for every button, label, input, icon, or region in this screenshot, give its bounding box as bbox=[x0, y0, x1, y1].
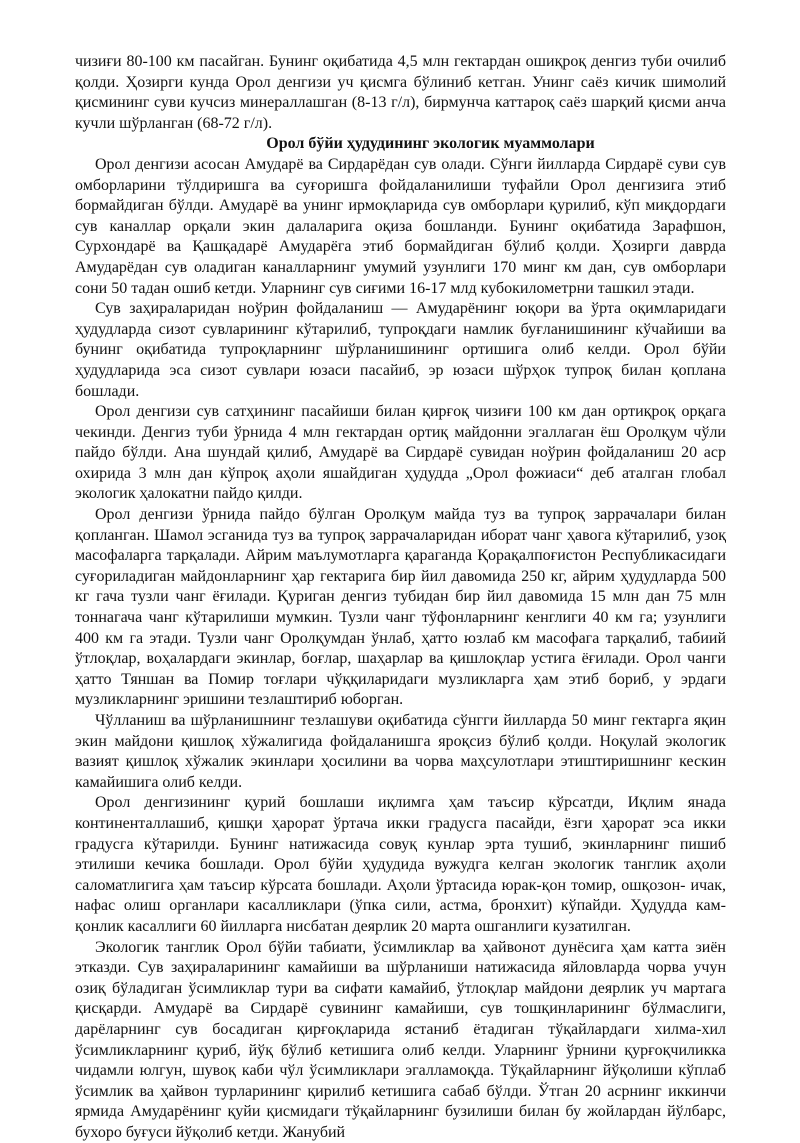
paragraph-desertification: Чўлланиш ва шўрланишнинг тезлашуви оқибатида сўнгги йилларда 50 минг гектарга яқин экин майдони қишлоқ хўжалигида фойдаланишга яроқсиз бўлиб қолди. Ноқулай экологик вазият қишлоқ хўжалик экинлари ҳосилини ва чорва маҳсулотлари этиштиришнинг кескин камайишига олиб келди. bbox=[75, 712, 726, 791]
intro-paragraph: чизиғи 80-100 км пасайган. Бунинг оқибатида 4,5 млн гектардан ошиқроқ денгиз туби очилиб қолди. Ҳозирги кунда Орол денгизи уч қисмга бўлиниб кетган. Унинг саёз кичик шимолий қисмининг суви кучсиз минераллашган (8-13 г/л), бирмунча каттароқ саёз шарқий қисми анча кучли шўрланган (68-72 г/л). bbox=[75, 53, 726, 132]
paragraph-water-sources: Орол денгизи асосан Амударё ва Сирдарёдан сув олади. Сўнги йилларда Сирдарё суви сув омборларини тўлдиришга ва суғоришга фойдаланилиши туфайли Орол денгизига этиб бормайдиган бўлди. Амударё ва унинг ирмоқларида сув омборлари қурилиб, кўп миқдордаги сув каналлар орқали экин далаларига оқиза бошланди. Бунинг оқибатида Зарафшон, Сурхондарё ва Қашқадарё Амударёга этиб бормайдиган бўлиб қолди. Ҳозирги даврда Амударёдан сув оладиган каналларнинг умумий узунлиги 170 минг км дан, сув омборлари сони 50 тадан ошиб кетди. Уларнинг сув сиғими 16-17 млд кубокилометрни ташкил этади. bbox=[75, 155, 726, 297]
paragraph-salt-dust: Орол денгизи ўрнида пайдо бўлган Оролқум майда туз ва тупроқ заррачалари билан қопланган. Шамол эсганида туз ва тупроқ заррачаларидан иборат чанг ҳавога кўтарилиб, узоқ масофаларга тарқалади. Айрим маълумотларга қараганда Қорақалпоғистон Республикасидаги суғориладиган майдонларнинг ҳар гектарига бир йил давомида 250 кг, айрим ҳудудларда 500 кг гача тузли чанг ёғилади. Қуриган денгиз тубидан бир йил давомида 15 млн дан 75 млн тоннагача чанг кўтарилиши мумкин. Тузли чанг тўфонларнинг кенглиги 40 км га; узунлиги 400 км га этади. Тузли чанг Оролқумдан ўнлаб, ҳатто юзлаб км масофага тарқалиб, табиий ўтлоқлар, воҳалардаги экинлар, боғлар, шаҳарлар ва қишлоқлар устига ёғилади. Орол чанги ҳатто Тяншан ва Помир тоғлари чўққиларидаги музликларга ҳам этиб бориб, у эрдаги музликларнинг эришини тезлаштириб юборган. bbox=[75, 506, 726, 709]
paragraph-shoreline-retreat: Орол денгизи сув сатҳининг пасайиши билан қирғоқ чизиғи 100 км дан ортиқроқ орқага чекинди. Денгиз туби ўрнида 4 млн гектардан ортиқ майдонни эгаллаган ёш Оролқум чўли пайдо бўлди. Ана шундай қилиб, Амударё ва Сирдарё сувидан ноўрин фойдаланиш 20 аср охирида 3 млн дан кўпроқ аҳоли яшайдиган ҳудудда „Орол фожиаси“ деб аталган глобал экологик ҳалокатни пайдо қилди. bbox=[75, 403, 726, 503]
section-title: Орол бўйи ҳудудининг экологик муаммолари bbox=[266, 135, 595, 153]
paragraph-climate-health: Орол денгизининг қурий бошлаши иқлимга ҳам таъсир кўрсатди, Иқлим янада континенталлашиб, қишқи ҳарорат ўртача икки градусга пасайди, ёзги ҳарорат эса икки градусга кўтарилди. Бунинг натижасида совуқ кунлар эрта тушиб, экинларнинг пишиб этилиши кечика бошлади. Орол бўйи ҳудудида вужудга келган экологик танглик аҳоли саломатлигига ҳам таъсир кўрсата бошлади. Аҳоли ўртасида юрак-қон томир, ошқозон- ичак, нафас олиш органлари касалликлари (ўпка сили, астма, бронхит) кўпайди. Ҳудудда кам-қонлик касаллиги 60 йилларга нисбатан деярлик 20 марта ошганлиги кузатилган. bbox=[75, 794, 726, 935]
paragraph-flora-fauna: Экологик танглик Орол бўйи табиати, ўсимликлар ва ҳайвонот дунёсига ҳам катта зиён этказди. Сув заҳираларининг камайиши ва шўрланиши натижасида яйловларда чорва учун озиқ бўладиган ўсимликлар тури ва сифати камайиб, ўтлоқлар майдони деярлик уч мартага қисқарди. Амударё ва Сирдарё сувининг камайиши, сув тошқинларининг бўлмаслиги, дарёларнинг сув босадиган қирғоқларида ястаниб ётадиган тўқайлардаги хилма-хил ўсимликларнинг қуриб, йўқ бўлиб кетишига олиб келди. Уларнинг ўрнини қурғоқчиликка чидамли юлгун, шувоқ каби чўл ўсимликлари эгалламоқда. Тўқайларнинг йўқолиши кўплаб ўсимлик ва ҳайвон турларининг қирилиб кетишига сабаб бўлди. Ўтган 20 асрнинг иккинчи ярмида Амударёнинг қуйи қисмидаги тўқайларнинг бузилиши билан бу жойлардан йўлбарс, бухоро буғуси йўқолиб кетди. Жанубий bbox=[75, 938, 726, 1141]
document-page bbox=[75, 52, 726, 1143]
paragraph-water-misuse: Сув заҳираларидан ноўрин фойдаланиш — Амударёнинг юқори ва ўрта оқимларидаги ҳудудларда сизот сувларининг кўтарилиб, тупроқдаги намлик буғланишининг кўчайиши ва бунинг оқибатида тупроқларнинг шўрланишининг ортишига олиб келди. Орол бўйи ҳудудларида эса сизот сувлари юзаси пасайиб, эр юзаси шўрҳок тупроқ билан қопланa бошлади. bbox=[75, 300, 726, 400]
